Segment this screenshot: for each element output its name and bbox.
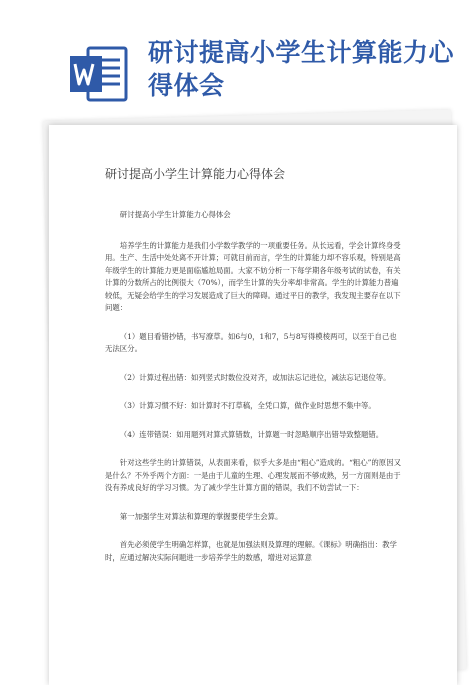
paragraph: （1）题目看错抄错，书写潦草。如6与0，1和7，5与8写得模棱两可，以至于自己也无法区分。	[105, 331, 397, 353]
document-subtitle: 研讨提高小学生计算能力心得体会	[119, 210, 231, 219]
document-body	[105, 209, 403, 580]
page-title: 研讨提高小学生计算能力心得体会	[148, 38, 455, 100]
paragraph: （4）连带错误：如用题列对算式算错数，计算题一时忽略顺序出错导致整题错。	[119, 429, 384, 439]
paragraph: 针对这些学生的计算错误，从表面来看，似乎大多是由“粗心”造成的。“粗心”的原因又是什么？不外乎两个方面：一是由于儿童的生理、心理发展而不够成熟，另一方面则是由于没有养成良好的学习习惯。为了减少学生计算方面的错误，我们不妨尝试一下：	[105, 458, 401, 492]
paragraph: 培养学生的计算能力是我们小学数学教学的一项重要任务。从长远看，学会计算终身受用。生产、生活中处处离不开计算；可就目前而言，学生的计算能力却不容乐观，特别是高年级学生的计算能力更是面临尴尬局面。大家不妨分析一下每学期各年级考试的试卷，有关计算的分数所占的比例很大（70%），而学生计算的失分率却非常高。学生的计算能力普遍较低，无疑会给学生的学习发展造成了巨大的障碍。通过平日的教学，我发现主要存在以下问题：	[105, 240, 401, 312]
paragraph: 第一加强学生对算法和算理的掌握要使学生会算。	[119, 511, 283, 521]
paragraph: （2）计算过程出错：如列竖式时数位没对齐，或加法忘记进位，减法忘记退位等。	[119, 372, 391, 382]
document-title: 研讨提高小学生计算能力心得体会	[105, 167, 286, 181]
document-page	[49, 125, 457, 685]
word-document-icon	[66, 42, 130, 106]
paragraph: （3）计算习惯不好：如计算时不打草稿，全凭口算，做作业时思想不集中等。	[119, 401, 376, 410]
paragraph: 首先必须使学生明确怎样算，也就是加强法则及算理的理解。《课标》明确指出：教学时，应通过解决实际问题进一步培养学生的数感，增进对运算意	[105, 540, 397, 562]
